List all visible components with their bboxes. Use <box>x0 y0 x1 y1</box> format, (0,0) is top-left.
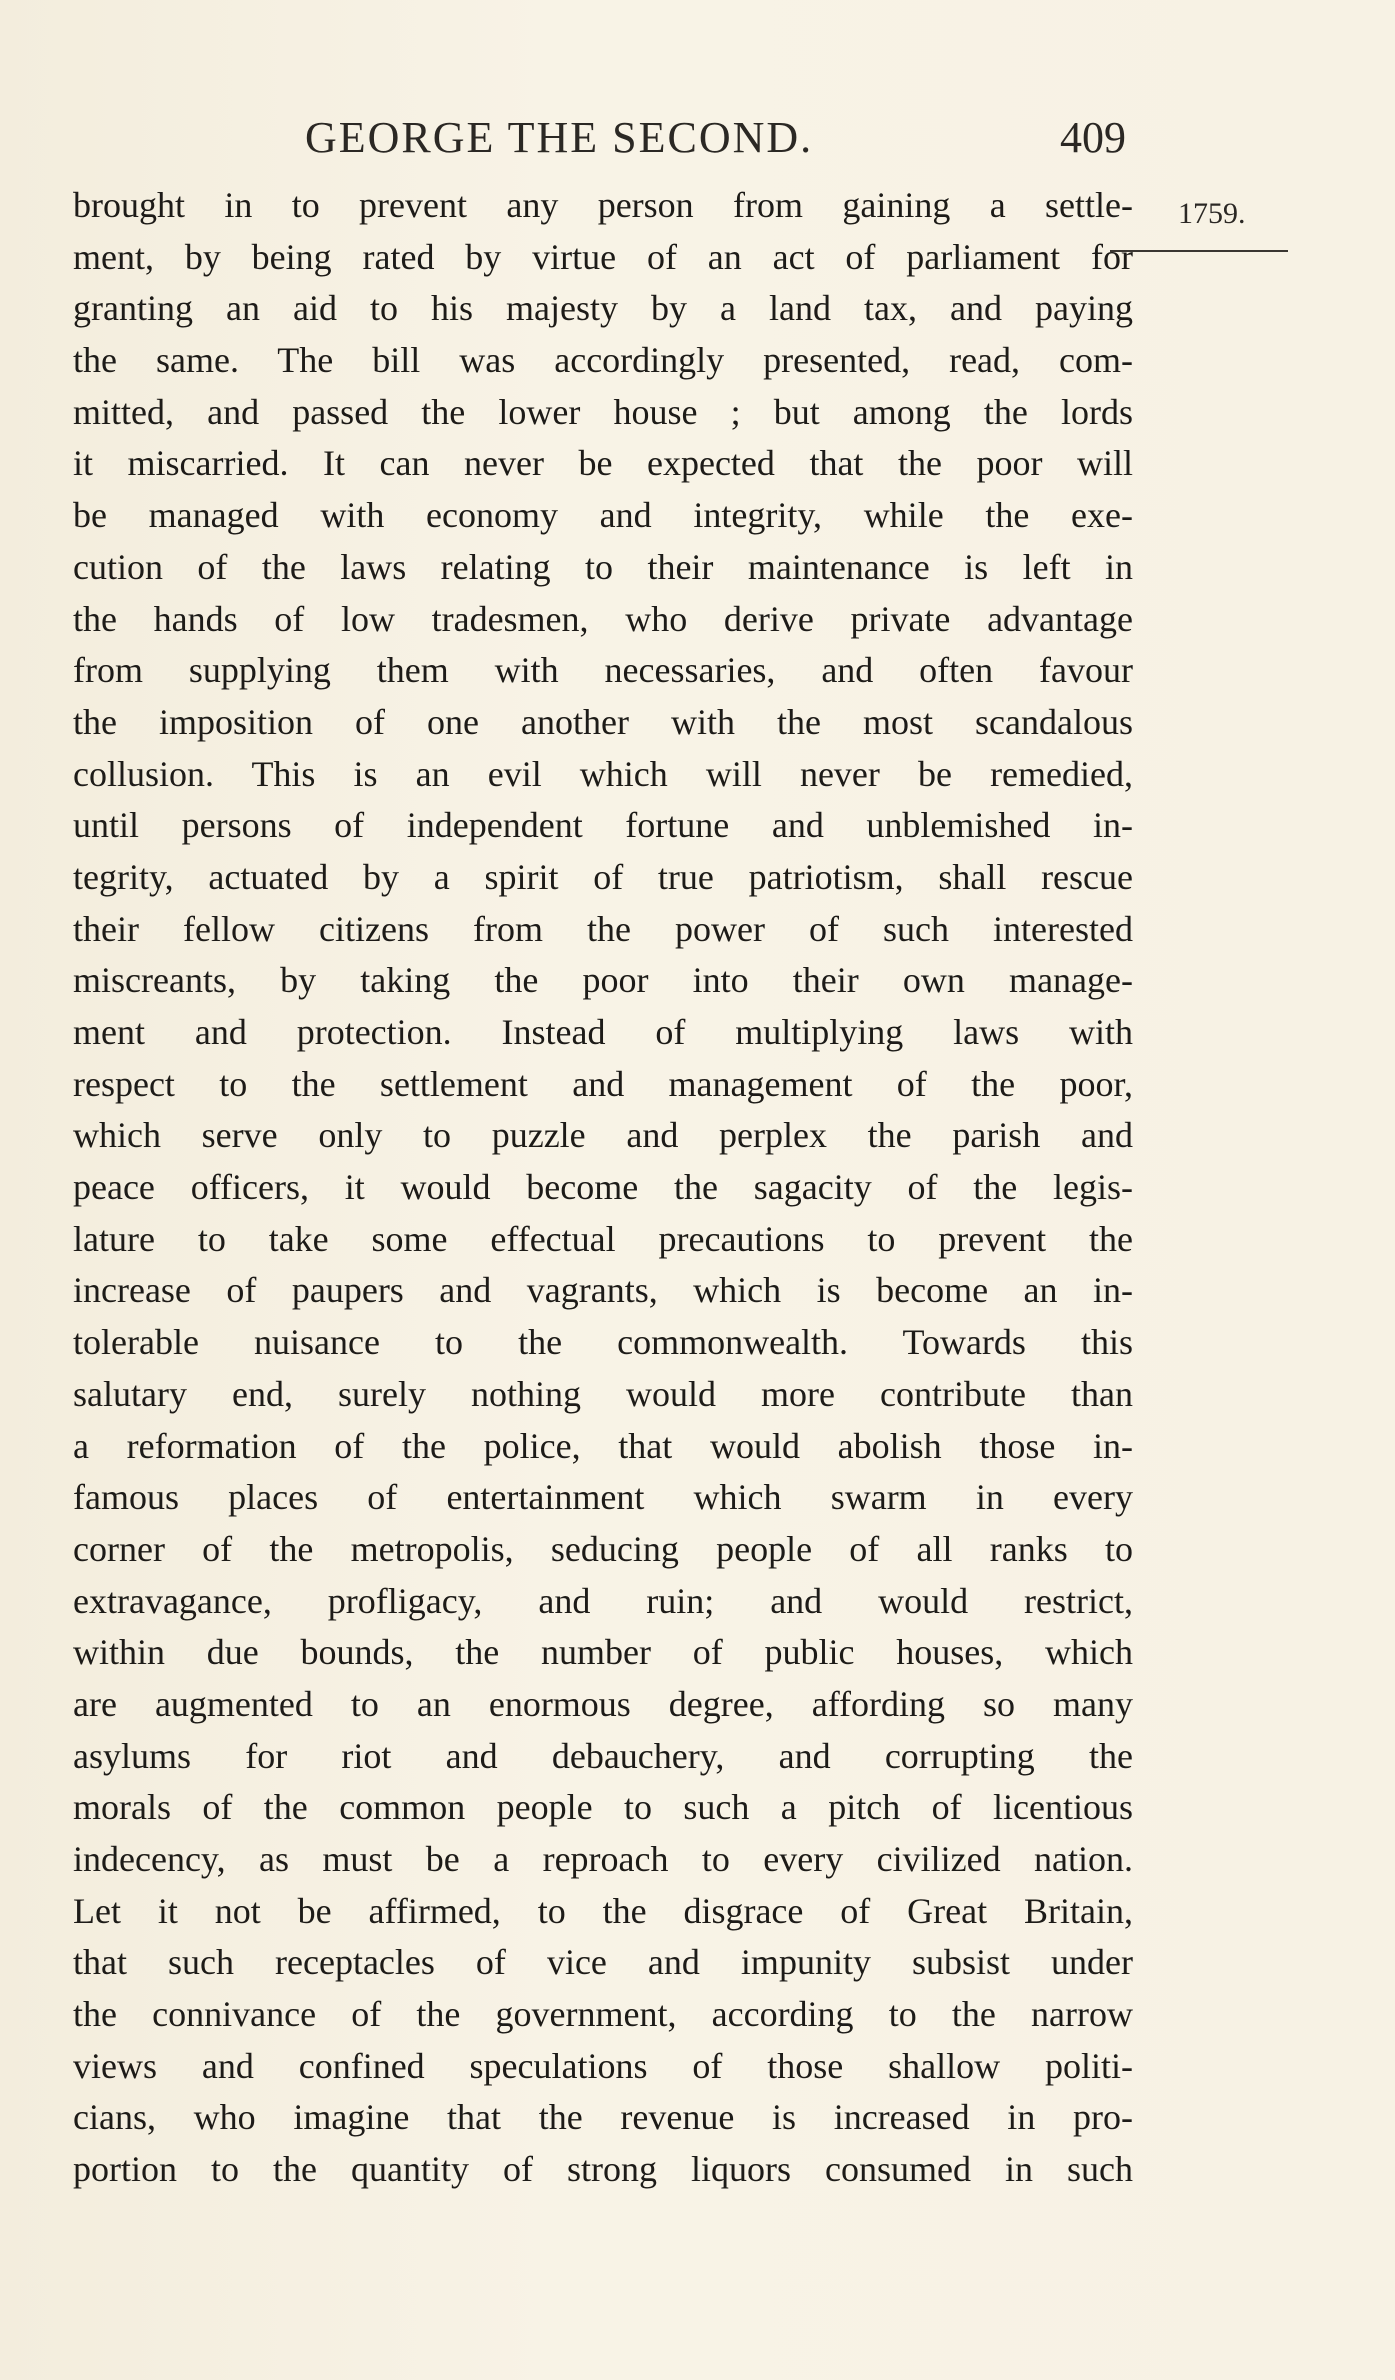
text-line: cians, who imagine that the revenue is increased in pro- <box>73 2097 1133 2138</box>
text-line: indecency, as must be a reproach to every civilized nation. <box>73 1839 1133 1879</box>
text-line: portion to the quantity of strong liquors consumed in such <box>73 2149 1133 2190</box>
text-line: the imposition of one another with the most scandalous <box>73 701 1133 742</box>
text-line: their fellow citizens from the power of such interested <box>73 908 1133 949</box>
text-line: Let it not be affirmed, to the disgrace of Great Britain, <box>73 1890 1133 1931</box>
text-line: within due bounds, the number of public houses, which <box>73 1632 1133 1673</box>
text-line: extravagance, profligacy, and ruin; and would restrict, <box>73 1580 1133 1621</box>
text-line: corner of the metropolis, seducing people of all ranks to <box>73 1528 1133 1569</box>
text-line: brought in to prevent any person from gaining a settle- <box>73 185 1133 225</box>
text-line: cution of the laws relating to their maintenance is left in <box>73 546 1133 587</box>
text-line: granting an aid to his majesty by a land tax, and paying <box>73 288 1133 329</box>
body-text <box>73 180 1133 2196</box>
running-title: GEORGE THE SECOND. <box>305 113 814 162</box>
running-head <box>0 108 1395 168</box>
text-line: tolerable nuisance to the commonwealth. Towards this <box>73 1322 1133 1363</box>
text-line: views and confined speculations of those shallow politi- <box>73 2045 1133 2086</box>
text-line: mitted, and passed the lower house ; but among the lords <box>73 391 1133 432</box>
text-line: it miscarried. It can never be expected that the poor will <box>73 443 1133 484</box>
text-line: ment, by being rated by virtue of an act of parliament for <box>73 236 1133 277</box>
text-line: peace officers, it would become the sagacity of the legis- <box>73 1167 1133 1208</box>
text-line: ment and protection. Instead of multiplying laws with <box>73 1012 1133 1052</box>
text-line: lature to take some effectual precautions to prevent the <box>73 1218 1133 1259</box>
text-line: the hands of low tradesmen, who derive private advantage <box>73 598 1133 639</box>
text-line: tegrity, actuated by a spirit of true patriotism, shall rescue <box>73 856 1133 897</box>
text-line: a reformation of the police, that would abolish those in- <box>73 1425 1133 1466</box>
text-line: until persons of independent fortune and unblemished in- <box>73 805 1133 846</box>
text-line: be managed with economy and integrity, while the exe- <box>73 495 1133 536</box>
text-line: asylums for riot and debauchery, and corrupting the <box>73 1735 1133 1776</box>
text-line: from supplying them with necessaries, and often favour <box>73 650 1133 691</box>
text-line: increase of paupers and vagrants, which is become an in- <box>73 1270 1133 1311</box>
text-line: miscreants, by taking the poor into their own manage- <box>73 960 1133 1001</box>
text-line: that such receptacles of vice and impunity subsist under <box>73 1942 1133 1983</box>
margin-year-note: 1759. <box>1178 197 1246 230</box>
text-line: the connivance of the government, according to the narrow <box>73 1994 1133 2035</box>
page-number: 409 <box>1060 113 1126 162</box>
text-line: which serve only to puzzle and perplex the parish and <box>73 1115 1133 1156</box>
text-line: are augmented to an enormous degree, affording so many <box>73 1683 1133 1724</box>
text-line: morals of the common people to such a pitch of licentious <box>73 1787 1133 1828</box>
text-line: respect to the settlement and management of the poor, <box>73 1063 1133 1104</box>
text-line: famous places of entertainment which swarm in every <box>73 1477 1133 1518</box>
text-line: salutary end, surely nothing would more contribute than <box>73 1373 1133 1414</box>
margin-divider <box>1110 250 1288 252</box>
text-line: the same. The bill was accordingly presented, read, com- <box>73 340 1133 381</box>
text-line: collusion. This is an evil which will never be remedied, <box>73 753 1133 794</box>
